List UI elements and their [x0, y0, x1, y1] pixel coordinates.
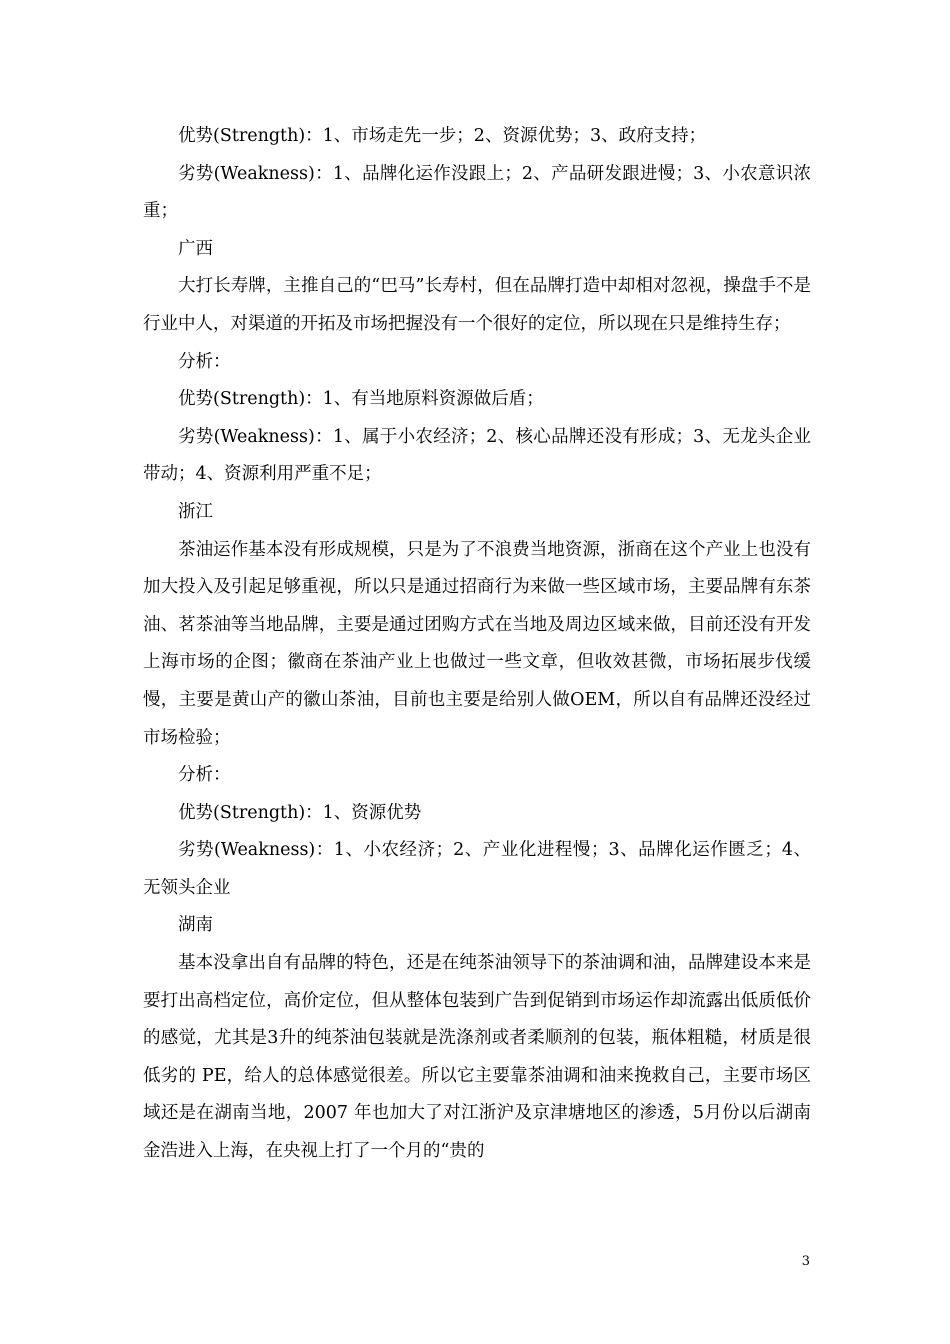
paragraph-weakness-guangxi: 劣势(Weakness)：1、属于小农经济；2、核心品牌还没有形成；3、无龙头企业带动；4、资源利用严重不足；	[143, 426, 811, 485]
paragraph-weakness-zhejiang: 劣势(Weakness)：1、小农经济；2、产业化进程慢；3、品牌化运作匮乏；4、无领头企业	[143, 840, 811, 898]
paragraph-guangxi-description: 大打长寿牌，主推自己的“巴马”长寿村，但在品牌打造中却相对忽视，操盘手不是行业中人，对渠道的开拓及市场把握没有一个很好的定位，所以现在只是维持生存；	[143, 276, 811, 334]
page-number: 3	[801, 1254, 810, 1269]
section-heading-guangxi: 广西	[178, 238, 213, 259]
section-heading-zhejiang: 浙江	[178, 501, 213, 522]
paragraph-analysis-label: 分析：	[178, 351, 231, 372]
paragraph-zhejiang-description: 茶油运作基本没有形成规模，只是为了不浪费当地资源，浙商在这个产业上也没有加大投入及引起足够重视，所以只是通过招商行为来做一些区域市场，主要品牌有东茶油、茗茶油等当地品牌，主要是通过团购方式在当地及周边区域来做，目前还没有开发上海市场的企图；徽商在茶油产业上也做过一些文章，但收效甚微，市场拓展步伐缓慢，主要是黄山产的徽山茶油，目前也主要是给别人做OEM，所以自有品牌还没经过市场检验；	[143, 539, 811, 748]
document-body	[143, 118, 811, 1171]
paragraph-hunan-description: 基本没拿出自有品牌的特色，还是在纯茶油领导下的茶油调和油，品牌建设本来是要打出高档定位，高价定位，但从整体包装到广告到促销到市场运作却流露出低质低价的感觉，尤其是3升的纯茶油包装就是洗涤剂或者柔顺剂的包装，瓶体粗糙，材质是很低劣的 PE，给人的总体感觉很差。所以它主要靠茶油调和油来挽救自己，主要市场区域还是在湖南当地，2007 年也加大了对江浙沪及京津塘地区的渗透，5月份以后湖南金浩进入上海，在央视上打了一个月的“贵的	[143, 953, 811, 1162]
paragraph-strength-1: 优势(Strength)：1、市场走先一步；2、资源优势；3、政府支持；	[178, 126, 707, 146]
section-heading-hunan: 湖南	[178, 915, 213, 936]
paragraph-strength-zhejiang: 优势(Strength)：1、资源优势	[178, 802, 422, 823]
paragraph-weakness-1: 劣势(Weakness)：1、品牌化运作没跟上；2、产品研发跟进慢；3、小农意识浓重；	[143, 163, 811, 222]
paragraph-strength-guangxi: 优势(Strength)：1、有当地原料资源做后盾；	[178, 389, 544, 410]
paragraph-analysis-label: 分析：	[178, 765, 231, 786]
